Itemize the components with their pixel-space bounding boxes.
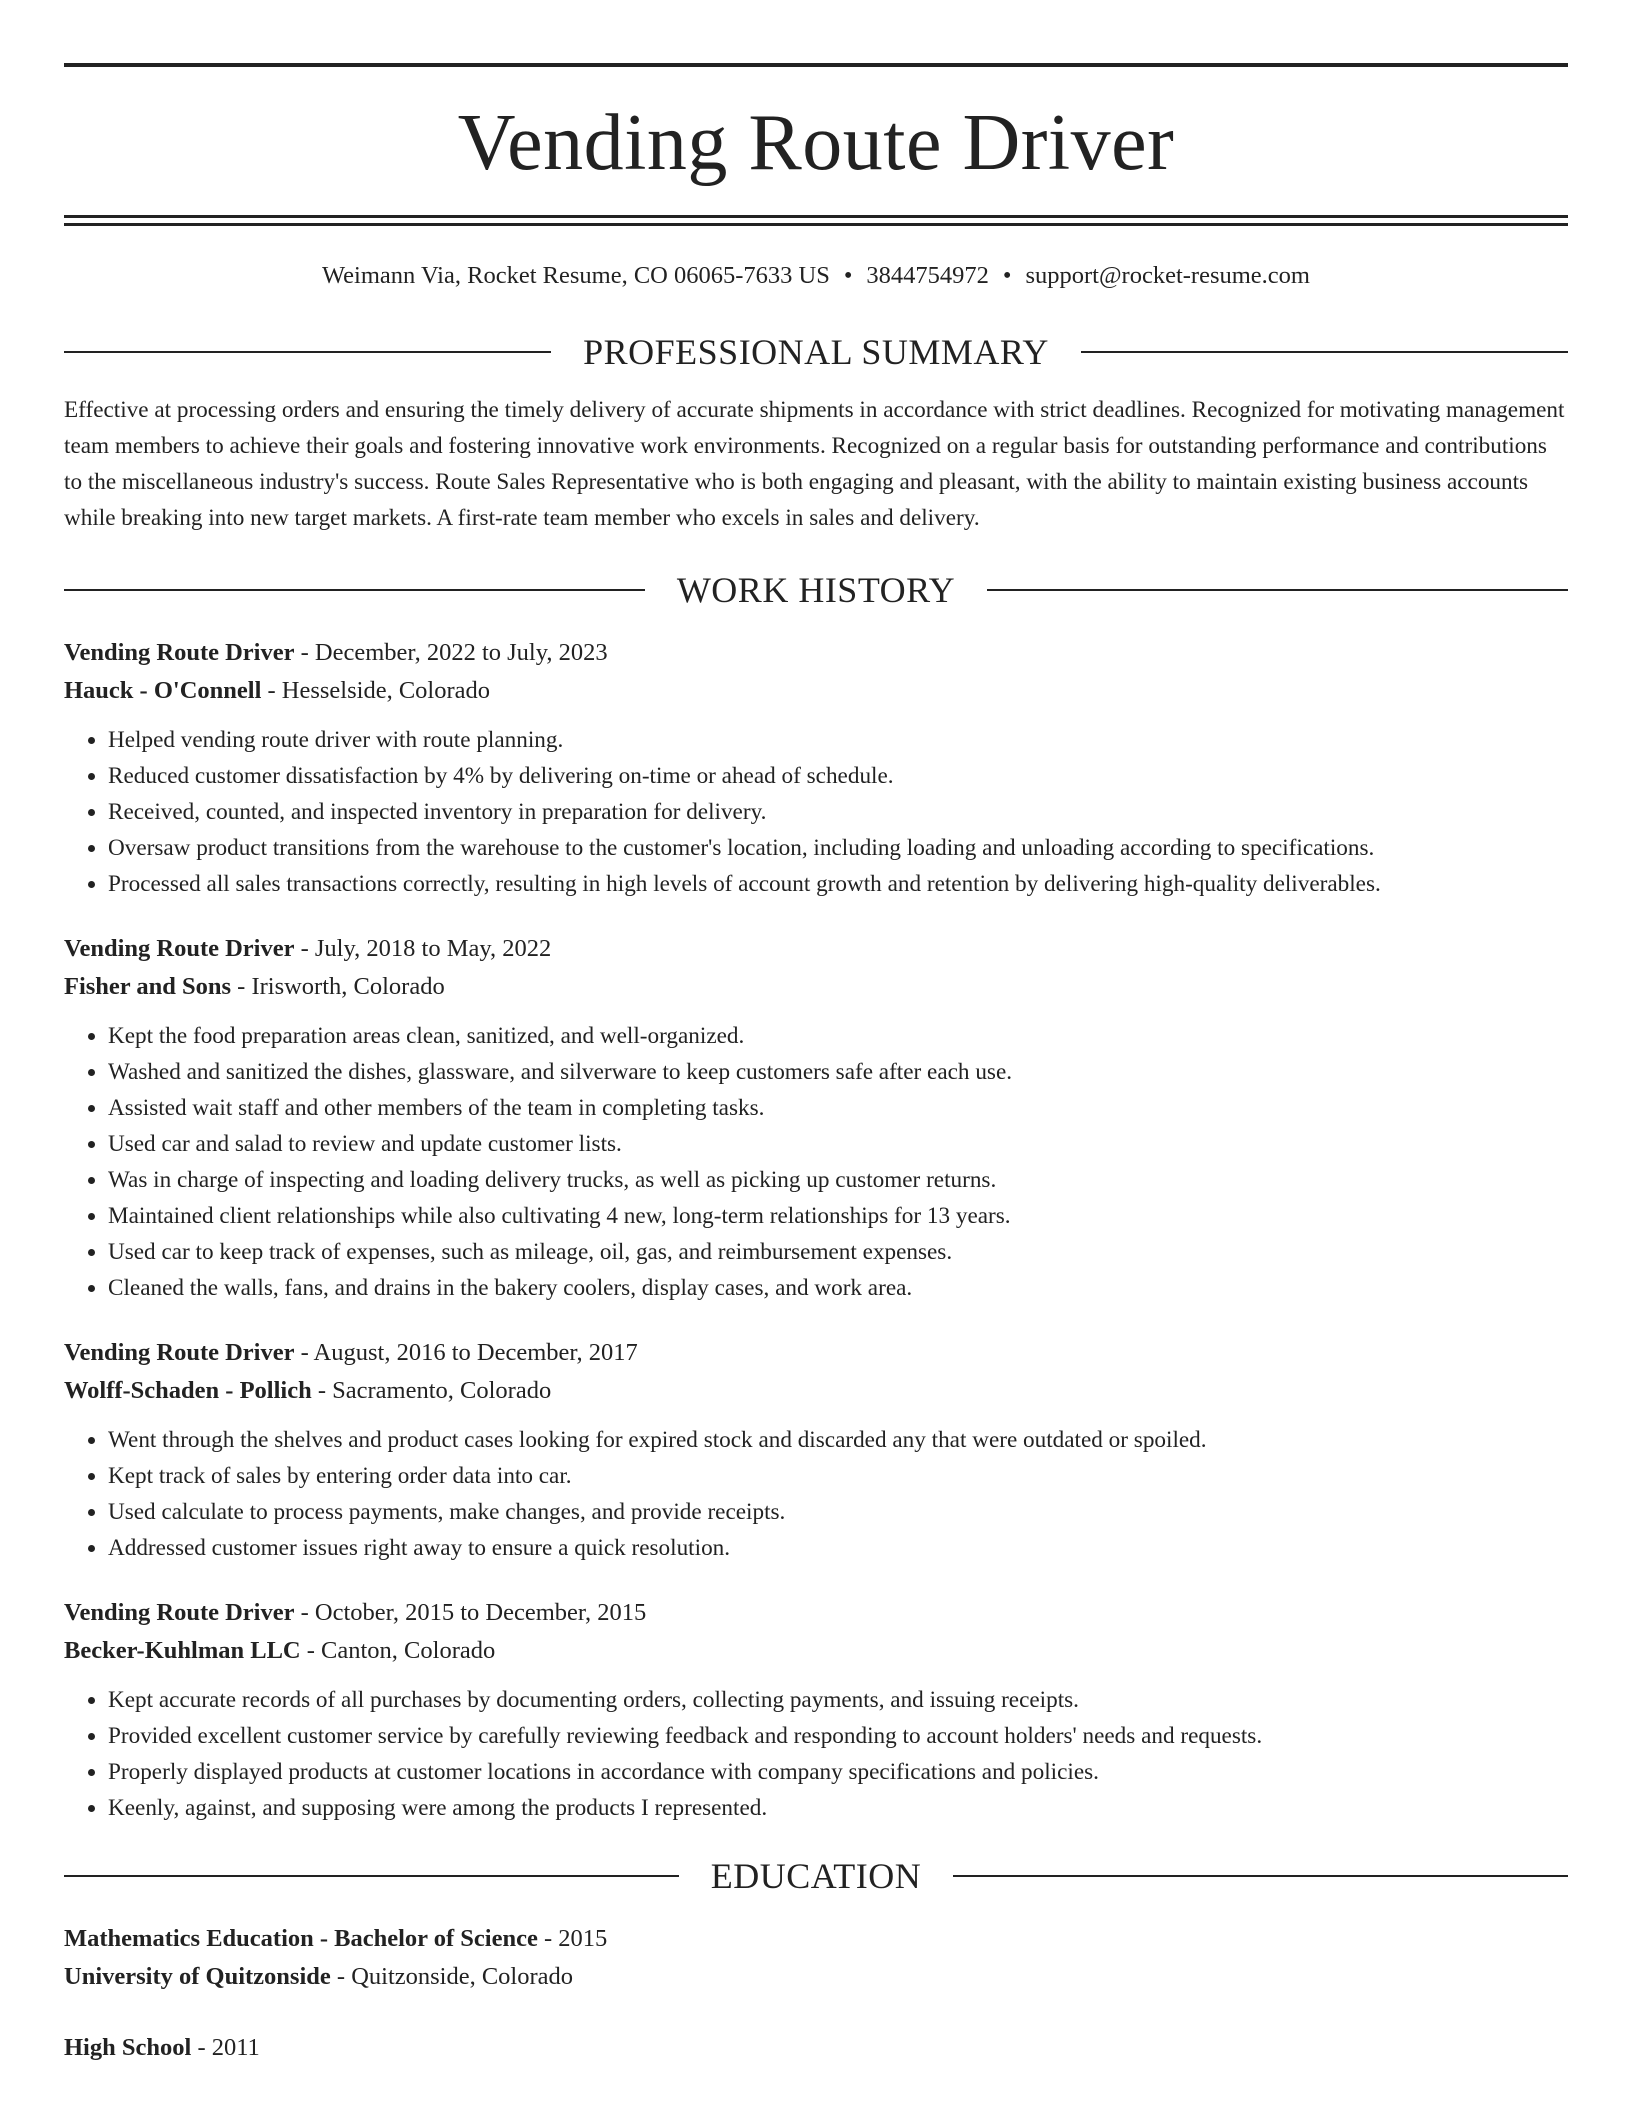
- job-bullet: • Went through the shelves and product cases looking for expired stock and discarded any that were outdated or spoiled.: [108, 1422, 1568, 1458]
- job-bullet: • Keenly, against, and supposing were among the products I represented.: [108, 1790, 1568, 1826]
- education-school-line: [64, 1958, 1568, 1996]
- job-bullet: • Oversaw product transitions from the warehouse to the customer's location, including loading and unloading according to specifications.: [108, 830, 1568, 866]
- job-title-line: [64, 1594, 1568, 1632]
- job-location: - Canton, Colorado: [300, 1637, 496, 1664]
- job-company-line: [64, 968, 1568, 1006]
- job-bullet: • Used car and salad to review and update customer lists.: [108, 1126, 1568, 1162]
- heading-rule-right: [987, 589, 1568, 591]
- top-rule: [64, 63, 1568, 67]
- job-title: Vending Route Driver: [64, 1599, 295, 1626]
- job-bullet: • Maintained client relationships while also cultivating 4 new, long-term relationships for 13 years.: [108, 1198, 1568, 1234]
- job-bullet: • Kept accurate records of all purchases by documenting orders, collecting payments, and issuing receipts.: [108, 1682, 1568, 1718]
- job-dates: - August, 2016 to December, 2017: [294, 1339, 638, 1366]
- heading-rule-right: [1081, 351, 1568, 353]
- job-company: Becker-Kuhlman LLC: [64, 1637, 301, 1664]
- heading-rule-left: [64, 589, 645, 591]
- job-title-line: [64, 1334, 1568, 1372]
- job-title: Vending Route Driver: [64, 935, 295, 962]
- contact-phone: 3844754972: [866, 262, 989, 289]
- job-bullets: [64, 722, 1568, 902]
- job-bullets: [64, 1422, 1568, 1566]
- job-bullet: • Helped vending route driver with route planning.: [108, 722, 1568, 758]
- education-school: University of Quitzonside: [64, 1963, 331, 1990]
- job-title: Vending Route Driver: [64, 639, 295, 666]
- job-bullet: • Washed and sanitized the dishes, glassware, and silverware to keep customers safe after each use.: [108, 1054, 1568, 1090]
- heading-rule-right: [953, 1875, 1568, 1877]
- contact-line: [64, 262, 1568, 290]
- education-heading: [64, 1858, 1568, 1894]
- job-bullet: • Used calculate to process payments, make changes, and provide receipts.: [108, 1494, 1568, 1530]
- job-entry: [64, 634, 1568, 902]
- work-history-heading: [64, 572, 1568, 608]
- job-bullet: • Reduced customer dissatisfaction by 4% by delivering on-time or ahead of schedule.: [108, 758, 1568, 794]
- job-dates: - July, 2018 to May, 2022: [294, 935, 552, 962]
- job-entry: [64, 1334, 1568, 1566]
- education-degree: High School: [64, 2034, 192, 2061]
- summary-text: Effective at processing orders and ensuring the timely delivery of accurate shipments in accordance with strict deadlines. Recognized for motivating management team members to achieve their goals and fostering innovative work environments. Recognized on a regular basis for outstanding performance and contributions to the miscellaneous industry's success. Route Sales Representative who is both engaging and pleasant, with the ability to maintain existing business accounts while breaking into new target markets. A first-rate team member who excels in sales and delivery.: [64, 397, 1565, 531]
- job-bullets: [64, 1682, 1568, 1826]
- job-bullet: • Was in charge of inspecting and loading delivery trucks, as well as picking up customer returns.: [108, 1162, 1568, 1198]
- heading-rule-left: [64, 351, 551, 353]
- job-bullet: • Provided excellent customer service by carefully reviewing feedback and responding to account holders' needs and requests.: [108, 1718, 1568, 1754]
- job-entry: [64, 930, 1568, 1306]
- contact-address: Weimann Via, Rocket Resume, CO 06065-7633 US: [322, 262, 830, 289]
- job-dates: - October, 2015 to December, 2015: [294, 1599, 647, 1626]
- job-location: - Sacramento, Colorado: [311, 1377, 552, 1404]
- job-company-line: [64, 1372, 1568, 1410]
- contact-separator: •: [843, 262, 853, 289]
- job-bullet: • Received, counted, and inspected inventory in preparation for delivery.: [108, 794, 1568, 830]
- title-double-rule: [64, 215, 1568, 226]
- heading-rule-left: [64, 1875, 679, 1877]
- education-location: - Quitzonside, Colorado: [330, 1963, 574, 1990]
- job-bullet: • Processed all sales transactions correctly, resulting in high levels of account growth and retention by delivering high-quality deliverables.: [108, 866, 1568, 902]
- education-entry: [64, 2029, 1568, 2067]
- job-location: - Irisworth, Colorado: [231, 973, 445, 1000]
- job-location: - Hesselside, Colorado: [261, 677, 491, 704]
- job-title-line: [64, 930, 1568, 968]
- job-bullet: • Assisted wait staff and other members of the team in completing tasks.: [108, 1090, 1568, 1126]
- job-title: Vending Route Driver: [64, 1339, 295, 1366]
- job-bullet: • Addressed customer issues right away to ensure a quick resolution.: [108, 1530, 1568, 1566]
- job-dates: - December, 2022 to July, 2023: [294, 639, 608, 666]
- education-heading-label: EDUCATION: [710, 1856, 922, 1896]
- summary-heading-label: PROFESSIONAL SUMMARY: [583, 332, 1049, 372]
- job-bullet: • Kept the food preparation areas clean, sanitized, and well-organized.: [108, 1018, 1568, 1054]
- job-bullet: • Kept track of sales by entering order data into car.: [108, 1458, 1568, 1494]
- job-company: Hauck - O'Connell: [64, 677, 262, 704]
- contact-email: support@rocket-resume.com: [1025, 262, 1310, 289]
- work-history-heading-label: WORK HISTORY: [676, 570, 956, 610]
- education-entry: [64, 1920, 1568, 1996]
- job-company: Wolff-Schaden - Pollich: [64, 1377, 312, 1404]
- education-degree-line: [64, 1920, 1568, 1958]
- job-entry: [64, 1594, 1568, 1826]
- job-bullet: • Properly displayed products at customer locations in accordance with company specifications and policies.: [108, 1754, 1568, 1790]
- education-degree: Mathematics Education - Bachelor of Science: [64, 1925, 538, 1952]
- summary-heading: [64, 334, 1568, 370]
- job-bullet: • Used car to keep track of expenses, such as mileage, oil, gas, and reimbursement expenses.: [108, 1234, 1568, 1270]
- job-title-line: [64, 634, 1568, 672]
- resume-page: [64, 0, 1568, 2067]
- job-bullet: • Cleaned the walls, fans, and drains in the bakery coolers, display cases, and work area.: [108, 1270, 1568, 1306]
- education-degree-line: [64, 2029, 1568, 2067]
- job-bullets: [64, 1018, 1568, 1306]
- job-company-line: [64, 1632, 1568, 1670]
- education-year: - 2011: [191, 2034, 260, 2061]
- contact-separator: •: [1002, 262, 1012, 289]
- job-company: Fisher and Sons: [64, 973, 232, 1000]
- education-year: - 2015: [537, 1925, 608, 1952]
- job-company-line: [64, 672, 1568, 710]
- resume-title: Vending Route Driver: [457, 99, 1175, 187]
